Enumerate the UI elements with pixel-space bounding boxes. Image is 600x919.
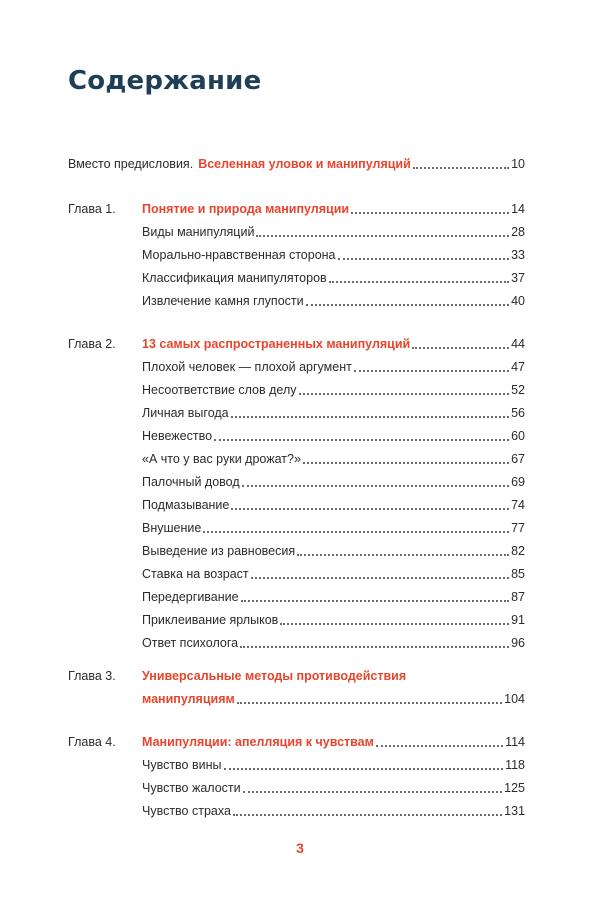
toc-entry[interactable] bbox=[142, 629, 525, 651]
page-ref: 52 bbox=[511, 383, 525, 397]
leader-dots bbox=[299, 393, 510, 395]
chapter-title: Универсальные методы противодействия bbox=[142, 669, 407, 683]
toc-entry[interactable] bbox=[142, 583, 525, 605]
section-title: Личная выгода bbox=[142, 406, 229, 420]
page-ref: 77 bbox=[511, 521, 525, 535]
section-title: «А что у вас руки дрожат?» bbox=[142, 452, 301, 466]
toc-entry[interactable] bbox=[142, 797, 525, 819]
page-ref: 69 bbox=[511, 475, 525, 489]
toc-entry-chapter-1[interactable] bbox=[142, 195, 525, 217]
page-ref: 28 bbox=[511, 225, 525, 239]
section-title: Ответ психолога bbox=[142, 636, 239, 650]
page-ref: 37 bbox=[511, 271, 525, 285]
section-title: Чувство страха bbox=[142, 804, 231, 818]
page-ref: 14 bbox=[511, 202, 525, 216]
leader-dots bbox=[329, 281, 509, 283]
page-title: Содержание bbox=[68, 66, 262, 96]
leader-dots bbox=[242, 485, 509, 487]
page-ref: 82 bbox=[511, 544, 525, 558]
section-title: Морально-нравственная сторона bbox=[142, 248, 336, 262]
toc-entry[interactable] bbox=[142, 491, 525, 513]
section-title: Подмазывание bbox=[142, 498, 230, 512]
page-ref: 85 bbox=[511, 567, 525, 581]
toc-entry-chapter-2[interactable] bbox=[142, 330, 525, 352]
leader-dots bbox=[338, 258, 509, 260]
toc-entry-chapter-4[interactable] bbox=[142, 728, 525, 750]
toc-entry-chapter-3-line2[interactable] bbox=[142, 685, 525, 707]
toc-entry-preface[interactable] bbox=[68, 150, 525, 172]
toc-entry[interactable] bbox=[142, 606, 525, 628]
toc-entry[interactable] bbox=[142, 287, 525, 309]
leader-dots bbox=[354, 370, 509, 372]
page-ref: 44 bbox=[511, 337, 525, 351]
chapter-title: Манипуляции: апелляция к чувствам bbox=[142, 735, 374, 749]
toc-entry[interactable] bbox=[142, 445, 525, 467]
section-title: Палочный довод bbox=[142, 475, 240, 489]
toc-entry[interactable] bbox=[142, 514, 525, 536]
chapter-title: Понятие и природа манипуляции bbox=[142, 202, 350, 216]
page-ref: 60 bbox=[511, 429, 525, 443]
section-title: Виды манипуляций bbox=[142, 225, 255, 239]
toc-entry[interactable] bbox=[142, 353, 525, 375]
page-ref: 33 bbox=[511, 248, 525, 262]
chapter-label: Глава 4. bbox=[68, 735, 116, 749]
page-ref: 40 bbox=[511, 294, 525, 308]
page-ref: 74 bbox=[511, 498, 525, 512]
page-ref: 96 bbox=[511, 636, 525, 650]
leader-dots bbox=[297, 554, 509, 556]
toc-entry[interactable] bbox=[142, 537, 525, 559]
section-title: Передергивание bbox=[142, 590, 239, 604]
page-ref: 10 bbox=[511, 157, 525, 171]
leader-dots bbox=[231, 416, 509, 418]
leader-dots bbox=[240, 646, 509, 648]
page-ref: 47 bbox=[511, 360, 525, 374]
toc-entry[interactable] bbox=[142, 468, 525, 490]
page-ref: 67 bbox=[511, 452, 525, 466]
page-ref: 131 bbox=[504, 804, 525, 818]
toc-entry[interactable] bbox=[142, 399, 525, 421]
section-title: Чувство вины bbox=[142, 758, 222, 772]
section-title: Чувство жалости bbox=[142, 781, 241, 795]
toc-entry[interactable] bbox=[142, 218, 525, 240]
toc-entry[interactable] bbox=[142, 376, 525, 398]
page-ref: 87 bbox=[511, 590, 525, 604]
toc-entry[interactable] bbox=[142, 774, 525, 796]
leader-dots bbox=[237, 702, 502, 704]
section-title: Внушение bbox=[142, 521, 202, 535]
preface-title: Вселенная уловок и манипуляций bbox=[198, 157, 411, 171]
chapter-title: манипуляциям bbox=[142, 692, 235, 706]
section-title: Ставка на возраст bbox=[142, 567, 249, 581]
leader-dots bbox=[214, 439, 509, 441]
preface-prefix: Вместо предисловия. bbox=[68, 157, 194, 171]
page-ref: 91 bbox=[511, 613, 525, 627]
page-ref: 125 bbox=[504, 781, 525, 795]
toc-entry-chapter-3-line1[interactable] bbox=[142, 662, 525, 684]
section-title: Невежество bbox=[142, 429, 213, 443]
leader-dots bbox=[412, 347, 509, 349]
toc-entry[interactable] bbox=[142, 241, 525, 263]
section-title: Несоответствие слов делу bbox=[142, 383, 297, 397]
chapter-label: Глава 3. bbox=[68, 669, 116, 683]
toc-entry[interactable] bbox=[142, 422, 525, 444]
chapter-label: Глава 2. bbox=[68, 337, 116, 351]
leader-dots bbox=[376, 745, 503, 747]
leader-dots bbox=[243, 791, 503, 793]
page-number: 3 bbox=[296, 840, 304, 856]
leader-dots bbox=[233, 814, 502, 816]
leader-dots bbox=[413, 167, 509, 169]
leader-dots bbox=[351, 212, 509, 214]
leader-dots bbox=[241, 600, 509, 602]
leader-dots bbox=[203, 531, 509, 533]
leader-dots bbox=[251, 577, 509, 579]
leader-dots bbox=[303, 462, 509, 464]
section-title: Приклеивание ярлыков bbox=[142, 613, 279, 627]
section-title: Классификация манипуляторов bbox=[142, 271, 327, 285]
leader-dots bbox=[280, 623, 509, 625]
page-ref: 114 bbox=[505, 735, 525, 749]
leader-dots bbox=[256, 235, 509, 237]
leader-dots bbox=[224, 768, 504, 770]
toc-entry[interactable] bbox=[142, 751, 525, 773]
toc-entry[interactable] bbox=[142, 560, 525, 582]
page-ref: 56 bbox=[511, 406, 525, 420]
chapter-title: 13 самых распространенных манипуляций bbox=[142, 337, 411, 351]
leader-dots bbox=[231, 508, 509, 510]
page-ref: 104 bbox=[504, 692, 525, 706]
toc-entry[interactable] bbox=[142, 264, 525, 286]
section-title: Извлечение камня глупости bbox=[142, 294, 304, 308]
chapter-label: Глава 1. bbox=[68, 202, 116, 216]
section-title: Плохой человек — плохой аргумент bbox=[142, 360, 352, 374]
page-ref: 118 bbox=[505, 758, 525, 772]
leader-dots bbox=[306, 304, 509, 306]
section-title: Выведение из равновесия bbox=[142, 544, 296, 558]
